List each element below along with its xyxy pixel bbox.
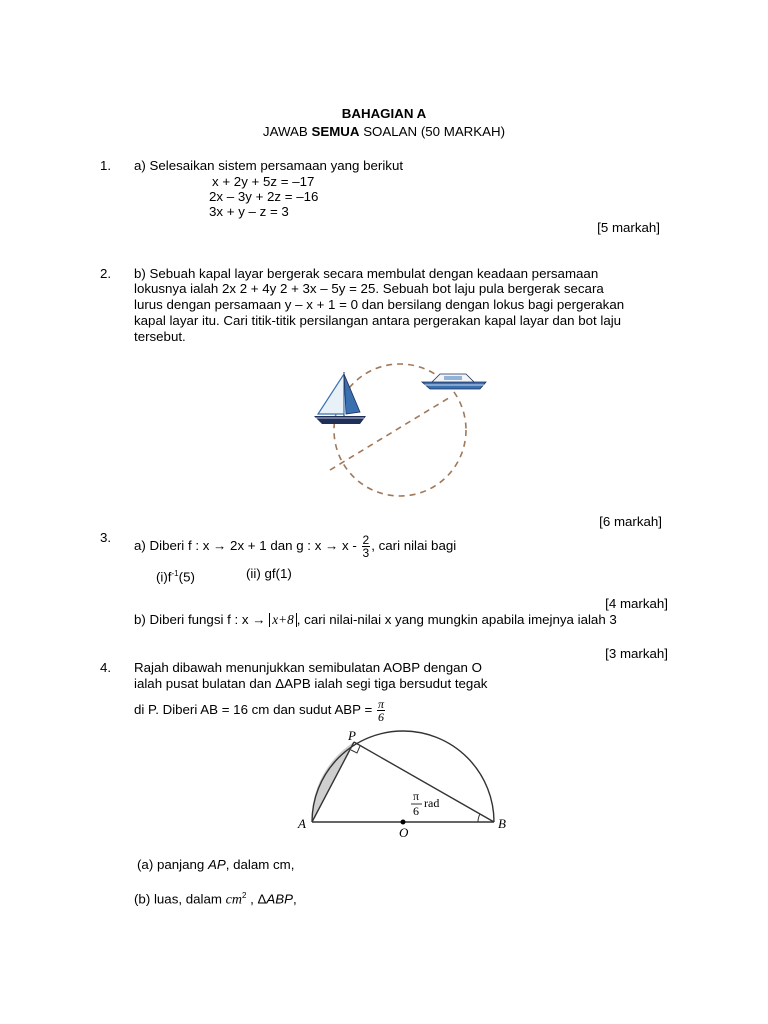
q2-line-3: lurus dengan persamaan y – x + 1 = 0 dan bersilang dengan lokus bagi pergerakan: [134, 297, 625, 312]
q3-b-absolute-value: x+8: [269, 613, 297, 627]
speedboat-icon: [422, 374, 486, 389]
q4-semicircle-figure: [290, 726, 520, 844]
q4-b-sup: 2: [241, 891, 247, 900]
q3-a-text: a) Diberi f : x → 2x + 1 dan g : x → x -: [134, 538, 357, 553]
centre-O-point: [401, 820, 406, 825]
instructions: [0, 124, 768, 139]
q4-part-a: [137, 857, 294, 872]
q1-equation-2: 2x – 3y + 2z = –16: [209, 189, 319, 204]
label-B: B: [498, 816, 506, 831]
instructions-post: SOALAN (50 MARKAH): [363, 124, 506, 139]
q2-figure: [300, 352, 500, 502]
q3-part-i-label: (i)f: [156, 569, 172, 585]
q3-fraction-denominator: 3: [362, 545, 370, 560]
q1-equation-3: 3x + y – z = 3: [209, 204, 289, 219]
label-P: P: [348, 728, 356, 743]
q4-a-post: , dalam cm,: [225, 857, 295, 872]
q4-a-var: AP: [207, 857, 226, 872]
q3-marks-a: [4 markah]: [605, 596, 668, 611]
q4-angle-denominator: 6: [377, 709, 384, 724]
q2-marks: [6 markah]: [599, 514, 662, 529]
q3-number: 3.: [100, 530, 112, 545]
q4-b-unit: cm: [225, 892, 242, 908]
semicircle-arc: [312, 731, 494, 822]
label-A: A: [298, 816, 306, 831]
q1-marks: [5 markah]: [597, 220, 660, 235]
q3-part-i-arg: (5): [178, 569, 195, 585]
q2-line-5: tersebut.: [134, 329, 186, 344]
q4-angle-numerator: π: [377, 696, 384, 711]
q3-part-b: [134, 612, 617, 627]
q4-b-delta: , Δ: [250, 891, 267, 907]
q2-number: 2.: [100, 266, 112, 281]
instructions-bold: SEMUA: [311, 124, 360, 139]
chord-PB: [354, 742, 494, 822]
q3-part-ii: (ii) gf(1): [246, 566, 292, 581]
q4-a-text: (a) panjang: [137, 857, 205, 872]
q3-marks-b: [3 markah]: [605, 646, 668, 661]
q4-b-end: ,: [293, 891, 297, 907]
q3-part-i-sup: -1: [171, 569, 179, 578]
q3-part-i: [156, 566, 195, 584]
angle-label-unit: rad: [424, 796, 440, 810]
q2-line-2: lokusnya ialah 2x 2 + 4y 2 + 3x – 5y = 25. Sebuah bot laju pula bergerak secara: [134, 281, 604, 296]
q1-text: a) Selesaikan sistem persamaan yang berikut: [134, 158, 404, 173]
angle-label-numerator: π: [413, 789, 420, 803]
q3-fraction-numerator: 2: [362, 532, 370, 547]
q4-number: 4.: [100, 660, 112, 675]
angle-arc-B: [478, 814, 480, 822]
q3-b-post: , cari nilai-nilai x yang mungkin apabila imejnya ialah 3: [296, 612, 617, 627]
q3-b-text: b) Diberi fungsi f : x →: [134, 612, 266, 627]
chord-AP: [312, 742, 354, 822]
q4-line-3: [134, 696, 386, 724]
angle-label-denominator: 6: [413, 804, 419, 818]
q2-line-1: b) Sebuah kapal layar bergerak secara membulat dengan keadaan persamaan: [134, 266, 599, 281]
q4-b-var: ABP: [266, 891, 294, 907]
q3-fraction: [362, 534, 371, 559]
q2-line-4: kapal layar itu. Cari titik-titik persilangan antara pergerakan kapal layar dan bot laju: [134, 313, 622, 328]
instructions-pre: JAWAB: [262, 124, 308, 139]
q4-line-1: Rajah dibawah menunjukkan semibulatan AOBP dengan O: [134, 660, 482, 675]
label-O: O: [399, 825, 409, 840]
q4-b-text: (b) luas, dalam: [134, 891, 222, 907]
q4-part-b: [134, 888, 297, 907]
q1-equation-1: x + 2y + 5z = –17: [212, 174, 315, 189]
q4-line-3-text: di P. Diberi AB = 16 cm dan sudut ABP =: [134, 702, 373, 717]
q3-part-a: [134, 532, 456, 560]
section-title: BAHAGIAN A: [341, 106, 427, 121]
q4-line-2: ialah pusat bulatan dan ΔAPB ialah segi tiga bersudut tegak: [134, 676, 488, 691]
q4-angle-fraction: [377, 698, 385, 723]
q3-a-post: , cari nilai bagi: [371, 538, 457, 553]
q1-number: 1.: [100, 158, 112, 173]
